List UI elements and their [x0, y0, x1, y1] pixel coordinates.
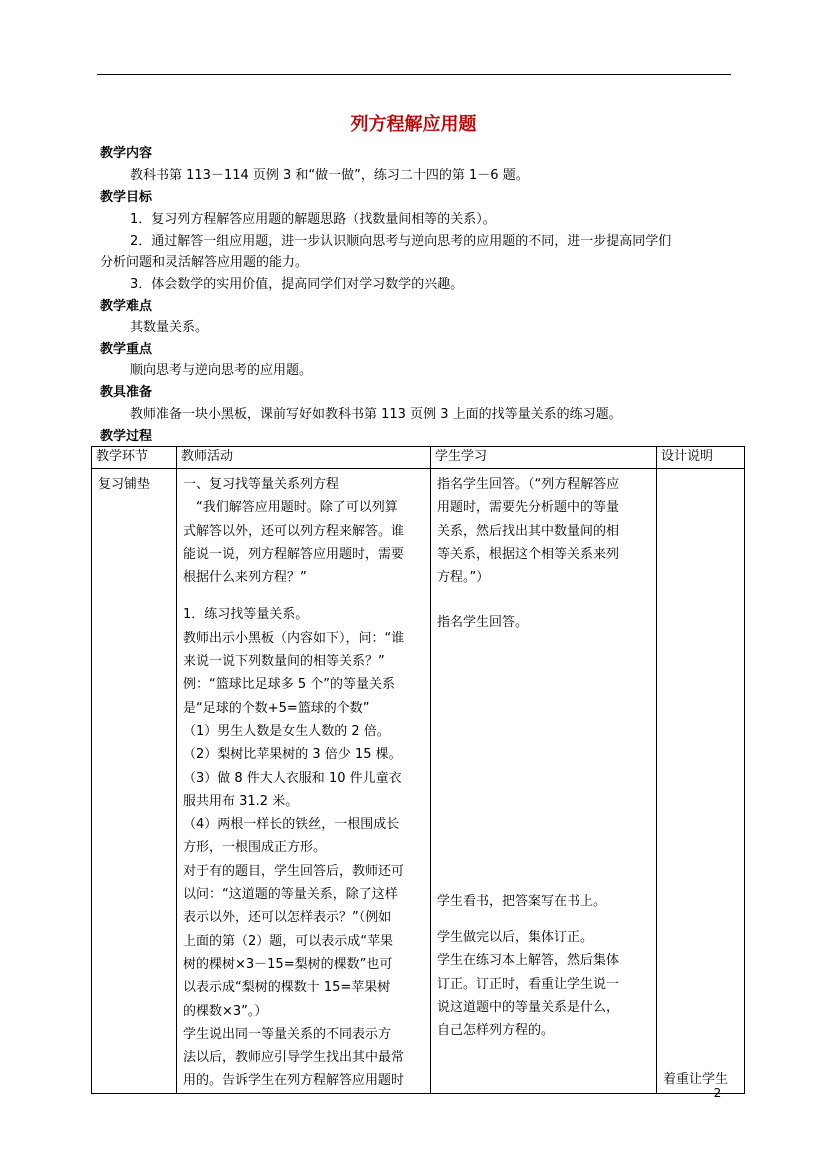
text-line: 上面的第（2）题，可以表示成“苹果 [183, 933, 394, 949]
text-line: 来说一说下列数量间的相等关系？” [183, 654, 385, 670]
text-line: 方形，一根围成正方形。 [183, 840, 327, 856]
goal-2a: 2．通过解答一组应用题，进一步认识顺向思考与逆向思考的应用题的不同，进一步提高同学们 [130, 234, 672, 249]
section-heading-difficulty: 教学难点 [100, 299, 153, 314]
header-note: 设计说明 [657, 447, 745, 469]
text-line: 说这道题中的等量关系是什么， [437, 999, 620, 1015]
text-line: （3）做 8 件大人衣服和 10 件儿童衣 [183, 770, 402, 786]
text-line: 对于有的题目，学生回答后，教师还可 [183, 863, 405, 879]
text-line: 根据什么来列方程？” [183, 570, 307, 586]
section-heading-process: 教学过程 [100, 429, 153, 444]
text-line: 关系，然后找出其中数量间的相 [437, 523, 620, 539]
goal-2b: 分析问题和灵活解答应用题的能力。 [100, 255, 309, 270]
text-line: 例：“篮球比足球多 5 个”的等量关系 [183, 677, 396, 693]
text-line: 表示以外，还可以怎样表示？”（例如 [183, 910, 392, 926]
text-line: 学生在练习本上解答，然后集体 [437, 953, 620, 969]
text-line: 能说一说，列方程解答应用题时，需要 [183, 546, 405, 562]
text-line: （4）两根一样长的铁丝，一根围成长 [183, 817, 400, 833]
student-block-2 [437, 611, 651, 634]
focus-text: 顺向思考与逆向思考的应用题。 [130, 363, 313, 378]
process-table [91, 446, 745, 1094]
text-line: 是“足球的个数+5=篮球的个数” [183, 700, 370, 716]
text-line: 树的棵树×3－15=梨树的棵数”也可 [183, 956, 393, 972]
tools-text: 教师准备一块小黑板，课前写好如教科书第 113 页例 3 上面的找等量关系的练习题。 [130, 407, 622, 422]
text-line: 学生看书，把答案写在书上。 [437, 893, 607, 909]
content-text: 教科书第 113－114 页例 3 和“做一做”，练习二十四的第 1－6 题。 [130, 168, 529, 183]
header-student: 学生学习 [431, 447, 657, 469]
text-line: 学生说出同一等量关系的不同表示方 [183, 1026, 392, 1042]
section-heading-content: 教学内容 [100, 146, 153, 161]
text-line: 指名学生回答。（“列方程解答应 [437, 477, 620, 492]
text-line: 用题时，需要先分析题中的等量 [437, 500, 620, 516]
teacher-block-2 [183, 603, 425, 1092]
student-block-1 [437, 473, 651, 589]
teacher-block-1 [183, 473, 425, 589]
stage-label: 复习铺垫 [98, 477, 151, 492]
table-row [92, 469, 745, 1094]
text-line: 服共用布 31.2 米。 [183, 793, 299, 809]
text-line: 1．练习找等量关系。 [183, 607, 309, 623]
goal-3: 3．体会数学的实用价值，提高同学们对学习数学的兴趣。 [130, 277, 464, 292]
page-title: 列方程解应用题 [350, 114, 477, 135]
text-line: 指名学生回答。 [437, 615, 529, 631]
student-cell [431, 469, 657, 1094]
table-header-row [92, 447, 745, 469]
text-line: 一、复习找等量关系列方程 [183, 477, 340, 492]
text-line: 式解答以外，还可以列方程来解答。谁 [183, 523, 405, 539]
stage-cell [92, 469, 177, 1094]
text-line: 的棵数×3”。） [183, 1003, 268, 1019]
header-stage: 教学环节 [92, 447, 177, 469]
student-block-3 [437, 890, 651, 1043]
text-line: 法以后，教师应引导学生找出其中最常 [183, 1050, 405, 1066]
text-line: （1）男生人数是女生人数的 2 倍。 [183, 723, 390, 739]
text-line: 以表示成“梨树的棵数十 15=苹果树 [183, 980, 391, 996]
text-line: 等关系，根据这个相等关系来列 [437, 546, 620, 562]
section-heading-goals: 教学目标 [100, 190, 153, 205]
text-line: 订正。订正时，看重让学生说一 [437, 976, 620, 992]
text-line: 自己怎样列方程的。 [437, 1023, 555, 1039]
text-line: 用的。告诉学生在列方程解答应用题时 [183, 1073, 405, 1089]
note-cell [657, 469, 745, 1094]
teacher-cell [177, 469, 431, 1094]
difficulty-text: 其数量关系。 [130, 320, 209, 335]
text-line: 学生做完以后，集体订正。 [437, 930, 594, 946]
text-line: 方程。”） [437, 570, 490, 586]
section-heading-focus: 教学重点 [100, 342, 153, 357]
text-line: 教师出示小黑板（内容如下），问：“谁 [183, 630, 405, 646]
text-line: （2）梨树比苹果树的 3 倍少 15 棵。 [183, 747, 402, 763]
section-heading-tools: 教具准备 [100, 385, 153, 400]
text-line: 以问：“这道题的等量关系，除了这样 [183, 887, 398, 903]
goal-1: 1．复习列方程解答应用题的解题思路（找数量间相等的关系）。 [130, 212, 496, 227]
text-line: “我们解答应用题时。除了可以列算 [196, 500, 398, 516]
note-text: 着重让学生 [663, 1071, 729, 1087]
page-number: --2-- [705, 1086, 730, 1100]
header-rule [97, 74, 731, 75]
header-teacher: 教师活动 [177, 447, 431, 469]
